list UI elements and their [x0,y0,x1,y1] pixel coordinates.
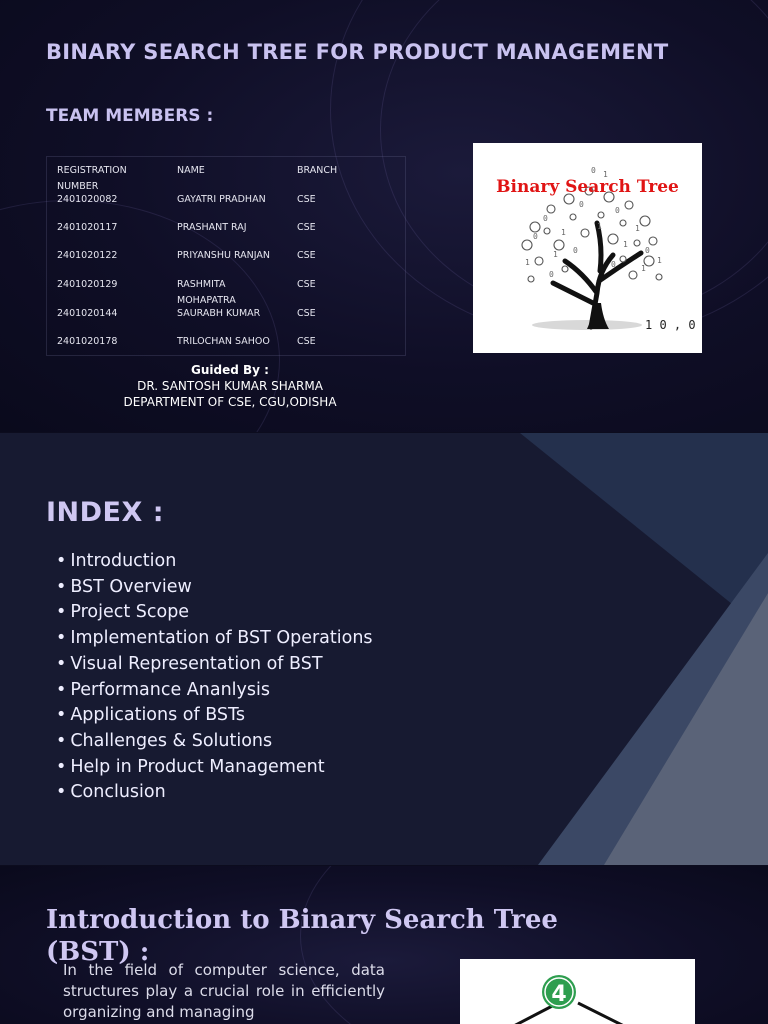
index-list [56,549,373,806]
binary-tree-illustration [473,143,702,353]
slide-introduction [0,866,768,1024]
table-cell-name: SAURABH KUMAR [177,308,261,319]
table-cell-registration: 2401020144 [57,308,118,319]
bst-node-value: 4 [551,982,567,1007]
list-item: • Help in Product Management [56,755,373,781]
presentation-title: BINARY SEARCH TREE FOR PRODUCT MANAGEMENT [46,40,669,64]
list-item: • Visual Representation of BST [56,652,373,678]
bst-root-node-icon [460,959,695,1024]
illustration-title: Binary Search Tree [496,177,679,197]
table-cell-registration: 2401020117 [57,222,118,233]
list-item: • Performance Ananlysis [56,678,373,704]
list-item: • Introduction [56,549,373,575]
svg-text:1: 1 [657,256,662,265]
svg-text:0: 0 [549,270,554,279]
svg-text:1: 1 [525,258,530,267]
table-cell-name: TRILOCHAN SAHOO [177,336,270,347]
guide-block [120,362,340,410]
index-title: INDEX : [46,497,165,528]
svg-text:1: 1 [553,250,558,259]
table-cell-name: GAYATRI PRADHAN [177,194,266,205]
svg-text:0: 0 [645,246,650,255]
svg-text:0: 0 [543,214,548,223]
guide-name: DR. SANTOSH KUMAR SHARMA [137,379,323,393]
table-cell-branch: CSE [297,222,316,233]
bst-diagram [460,959,695,1024]
table-cell-registration: 2401020178 [57,336,118,347]
table-cell-registration: 2401020122 [57,250,118,261]
list-item: • Project Scope [56,600,373,626]
table-cell-registration: 2401020082 [57,194,118,205]
list-item: • Conclusion [56,780,373,806]
list-item: • Implementation of BST Operations [56,626,373,652]
table-cell-branch: CSE [297,194,316,205]
table-cell-branch: CSE [297,308,316,319]
guided-by-label: Guided By : [191,363,269,377]
table-header-branch: BRANCH [297,165,338,176]
table-header-name: NAME [177,165,205,176]
list-item: • BST Overview [56,575,373,601]
table-cell-name: RASHMITA MOHAPATRA [177,279,236,306]
tree-icon [473,143,702,353]
list-item: • Challenges & Solutions [56,729,373,755]
svg-text:0: 0 [611,260,616,269]
svg-text:1: 1 [623,240,628,249]
introduction-body: In the field of computer science, data structures play a crucial role in efficiently organizing and managing [63,961,385,1021]
table-cell-branch: CSE [297,250,316,261]
svg-text:0: 0 [533,232,538,241]
team-table [46,156,406,356]
guide-department: DEPARTMENT OF CSE, CGU,ODISHA [123,395,337,409]
list-item: • Applications of BSTs [56,703,373,729]
svg-text:0: 0 [579,200,584,209]
table-header-registration: REGISTRATION NUMBER [57,165,127,192]
table-cell-name: PRASHANT RAJ [177,222,247,233]
svg-text:1: 1 [597,222,602,231]
svg-text:0: 0 [591,166,596,175]
tree-digits: 1 0 , 0 [645,318,696,332]
table-cell-registration: 2401020129 [57,279,118,290]
table-cell-branch: CSE [297,336,316,347]
svg-text:1: 1 [641,264,646,273]
svg-text:1: 1 [635,224,640,233]
slide-title [0,0,768,432]
slide-index [0,433,768,865]
svg-text:1: 1 [561,228,566,237]
svg-text:1: 1 [603,170,608,179]
svg-text:0: 0 [615,206,620,215]
introduction-title: Introduction to Binary Search Tree (BST) : [46,905,558,967]
table-cell-name: PRIYANSHU RANJAN [177,250,271,261]
svg-text:0: 0 [573,246,578,255]
team-heading: TEAM MEMBERS : [46,106,214,126]
table-cell-branch: CSE [297,279,316,290]
